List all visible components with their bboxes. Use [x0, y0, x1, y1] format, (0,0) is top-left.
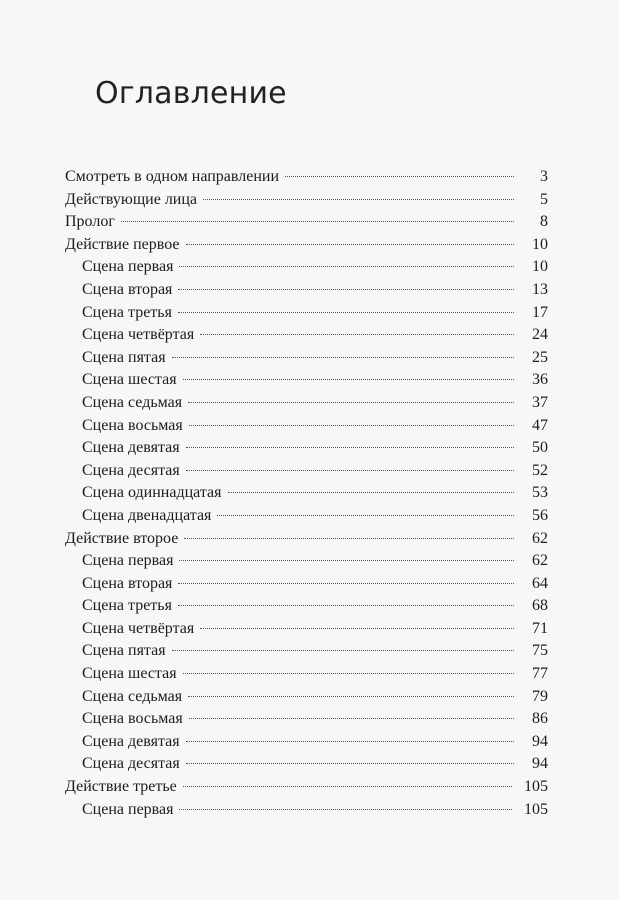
toc-entry-scene[interactable] — [65, 437, 548, 460]
toc-entry-section[interactable] — [65, 189, 548, 212]
toc-entry-page-number: 10 — [532, 258, 548, 276]
toc-entry-label: Действие первое — [65, 235, 180, 253]
toc-entry-label: Сцена шестая — [82, 665, 177, 683]
toc-entry-section[interactable] — [65, 776, 548, 799]
toc-entry-page-number: 86 — [532, 710, 548, 728]
toc-entry-label: Сцена первая — [82, 258, 174, 276]
toc-entry-page-number: 8 — [540, 213, 548, 231]
toc-entry-page-number: 25 — [532, 348, 548, 366]
toc-entry-scene[interactable] — [65, 369, 548, 392]
dot-leader — [228, 492, 514, 493]
toc-entry-scene[interactable] — [65, 663, 548, 686]
dot-leader — [188, 402, 514, 403]
dot-leader — [178, 289, 514, 290]
toc-entry-page-number: 62 — [532, 552, 548, 570]
toc-entry-page-number: 47 — [532, 416, 548, 434]
dot-leader — [183, 786, 512, 787]
toc-entry-scene[interactable] — [65, 505, 548, 528]
toc-entry-page-number: 79 — [532, 687, 548, 705]
dot-leader — [179, 266, 514, 267]
dot-leader — [186, 447, 514, 448]
dot-leader — [172, 357, 514, 358]
dot-leader — [178, 605, 514, 606]
toc-entry-label: Сцена восьмая — [82, 416, 183, 434]
toc-entry-label: Сцена пятая — [82, 642, 166, 660]
toc-entry-label: Сцена первая — [82, 552, 174, 570]
toc-entry-label: Сцена первая — [82, 800, 174, 818]
toc-entry-label: Сцена четвёртая — [82, 326, 195, 344]
toc-entry-page-number: 5 — [540, 190, 548, 208]
toc-entry-section[interactable] — [65, 211, 548, 234]
toc-entry-label: Сцена одиннадцатая — [82, 484, 222, 502]
table-of-contents — [65, 166, 548, 821]
toc-entry-page-number: 64 — [532, 574, 548, 592]
toc-entry-label: Сцена третья — [82, 303, 172, 321]
dot-leader — [184, 538, 514, 539]
toc-entry-scene[interactable] — [65, 324, 548, 347]
toc-entry-label: Сцена седьмая — [82, 393, 183, 411]
dot-leader — [179, 809, 512, 810]
toc-entry-label: Сцена девятая — [82, 439, 180, 457]
toc-entry-page-number: 24 — [532, 326, 548, 344]
dot-leader — [285, 176, 514, 177]
toc-entry-page-number: 105 — [524, 778, 548, 796]
dot-leader — [183, 673, 514, 674]
toc-entry-scene[interactable] — [65, 460, 548, 483]
toc-entry-label: Сцена пятая — [82, 348, 166, 366]
toc-entry-label: Сцена десятая — [82, 755, 180, 773]
toc-entry-section[interactable] — [65, 234, 548, 257]
toc-entry-label: Действующие лица — [65, 190, 198, 208]
toc-entry-page-number: 3 — [540, 168, 548, 185]
page-title: Оглавление — [95, 76, 287, 111]
toc-entry-section[interactable] — [65, 528, 548, 551]
toc-entry-scene[interactable] — [65, 256, 548, 279]
toc-entry-label: Сцена восьмая — [82, 710, 183, 728]
dot-leader — [189, 425, 514, 426]
toc-entry-scene[interactable] — [65, 573, 548, 596]
toc-entry-scene[interactable] — [65, 686, 548, 709]
toc-entry-page-number: 10 — [532, 235, 548, 253]
toc-entry-label: Сцена третья — [82, 597, 172, 615]
toc-entry-scene[interactable] — [65, 550, 548, 573]
toc-entry-page-number: 105 — [524, 800, 548, 818]
dot-leader — [172, 650, 514, 651]
toc-entry-page-number: 77 — [532, 665, 548, 683]
toc-entry-scene[interactable] — [65, 415, 548, 438]
toc-entry-scene[interactable] — [65, 595, 548, 618]
toc-entry-label: Действие третье — [65, 778, 177, 796]
toc-entry-scene[interactable] — [65, 302, 548, 325]
toc-entry-page-number: 75 — [532, 642, 548, 660]
toc-entry-page-number: 13 — [532, 280, 548, 298]
dot-leader — [200, 334, 514, 335]
dot-leader — [186, 244, 515, 245]
dot-leader — [188, 696, 514, 697]
dot-leader — [186, 741, 514, 742]
dot-leader — [189, 718, 514, 719]
dot-leader — [203, 199, 514, 200]
toc-entry-scene[interactable] — [65, 708, 548, 731]
dot-leader — [186, 763, 514, 764]
toc-entry-label: Действие второе — [65, 529, 179, 547]
toc-entry-page-number: 68 — [532, 597, 548, 615]
toc-entry-page-number: 94 — [532, 732, 548, 750]
toc-entry-page-number: 94 — [532, 755, 548, 773]
toc-entry-scene[interactable] — [65, 279, 548, 302]
toc-entry-label: Пролог — [65, 213, 115, 231]
dot-leader — [179, 560, 514, 561]
toc-entry-label: Смотреть в одном направлении — [65, 168, 280, 185]
toc-entry-page-number: 50 — [532, 439, 548, 457]
toc-entry-label: Сцена двенадцатая — [82, 506, 212, 524]
dot-leader — [217, 515, 514, 516]
toc-entry-page-number: 52 — [532, 461, 548, 479]
dot-leader — [186, 470, 514, 471]
toc-entry-page-number: 62 — [532, 529, 548, 547]
toc-entry-page-number: 36 — [532, 371, 548, 389]
toc-entry-scene[interactable] — [65, 753, 548, 776]
dot-leader — [121, 221, 514, 222]
toc-entry-label: Сцена шестая — [82, 371, 177, 389]
dot-leader — [178, 583, 514, 584]
toc-entry-scene[interactable] — [65, 731, 548, 754]
toc-entry-scene[interactable] — [65, 392, 548, 415]
toc-entry-label: Сцена девятая — [82, 732, 180, 750]
toc-entry-page-number: 71 — [532, 619, 548, 637]
toc-entry-label: Сцена седьмая — [82, 687, 183, 705]
toc-entry-page-number: 53 — [532, 484, 548, 502]
toc-entry-scene[interactable] — [65, 347, 548, 370]
toc-entry-label: Сцена десятая — [82, 461, 180, 479]
toc-entry-label: Сцена четвёртая — [82, 619, 195, 637]
toc-entry-scene[interactable] — [65, 482, 548, 505]
dot-leader — [200, 628, 514, 629]
dot-leader — [178, 312, 514, 313]
toc-entry-page-number: 37 — [532, 393, 548, 411]
toc-entry-scene[interactable] — [65, 640, 548, 663]
toc-entry-scene[interactable] — [65, 799, 548, 822]
toc-entry-label: Сцена вторая — [82, 574, 173, 592]
toc-entry-section[interactable] — [65, 166, 548, 189]
toc-entry-label: Сцена вторая — [82, 280, 173, 298]
toc-entry-page-number: 17 — [532, 303, 548, 321]
dot-leader — [183, 379, 514, 380]
toc-entry-scene[interactable] — [65, 618, 548, 641]
toc-entry-page-number: 56 — [532, 506, 548, 524]
